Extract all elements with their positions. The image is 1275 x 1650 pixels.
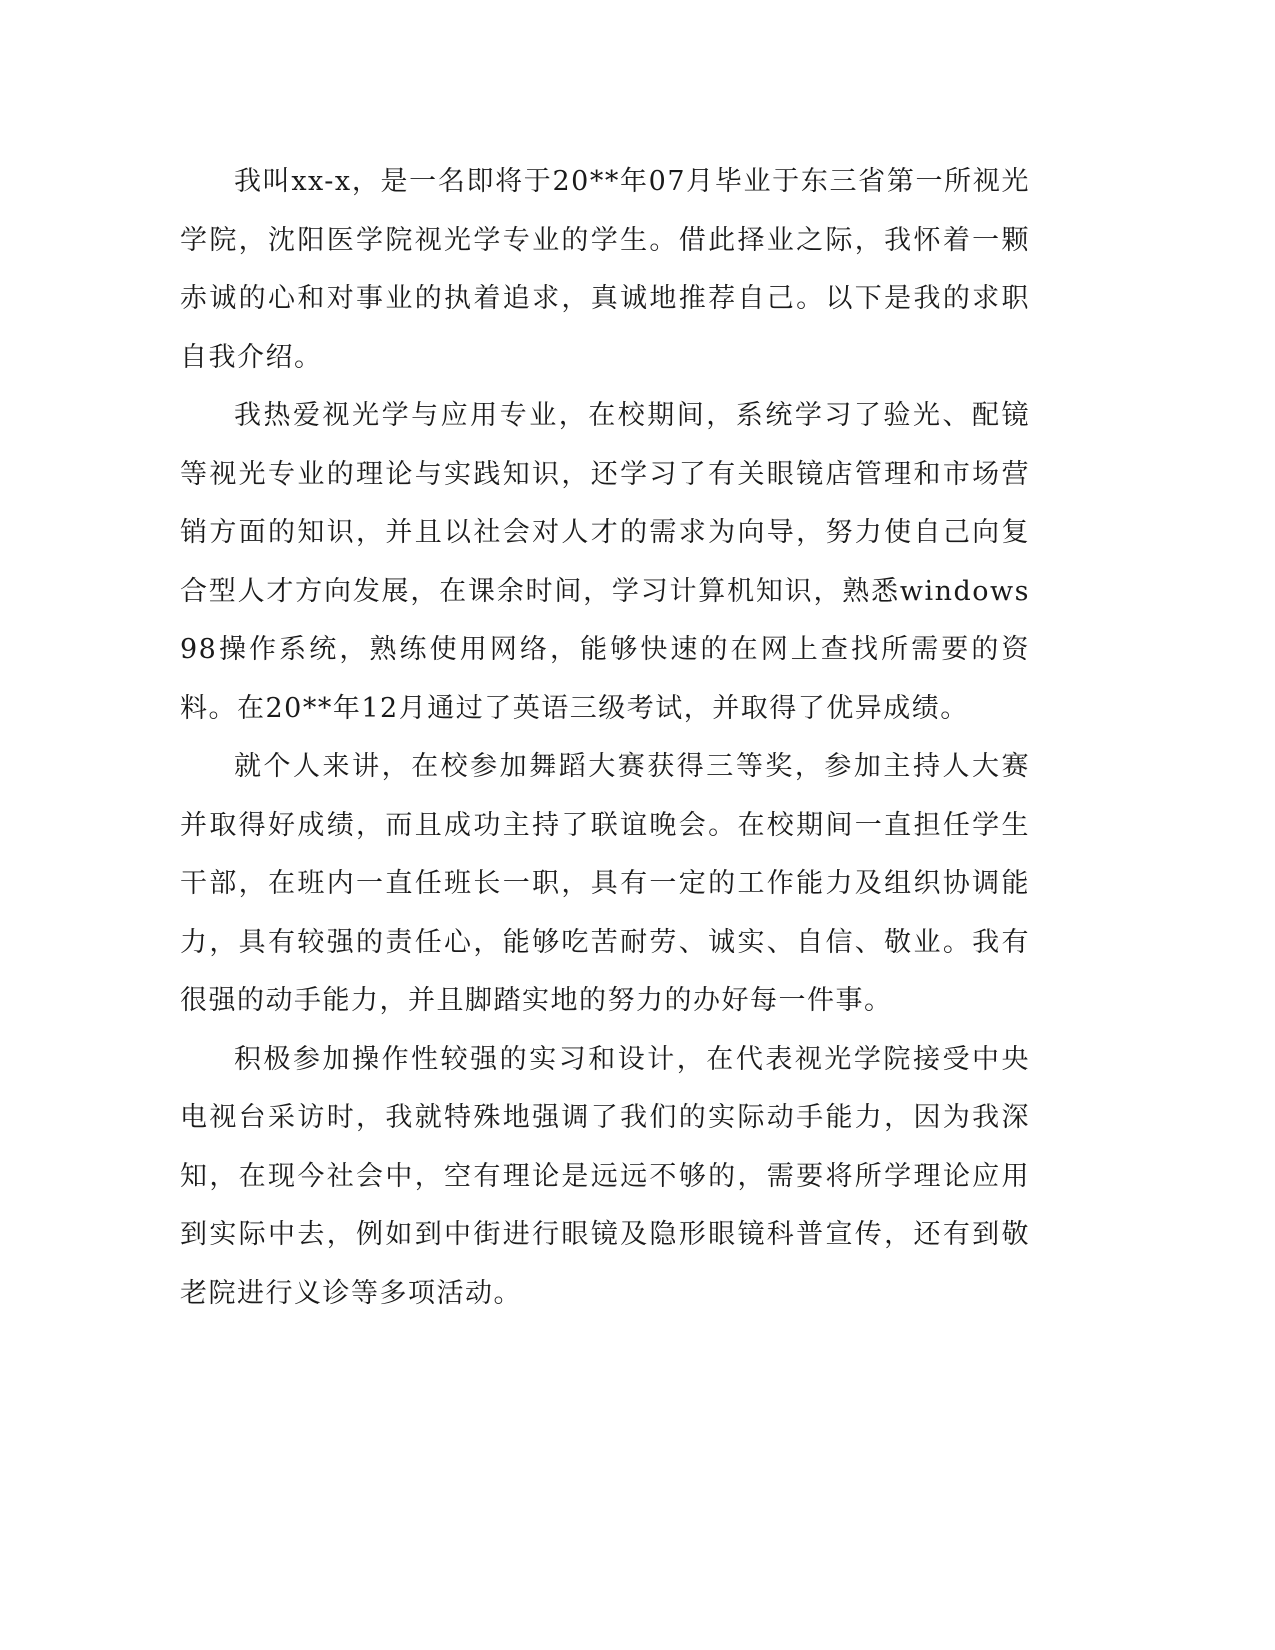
paragraph-personal: 就个人来讲，在校参加舞蹈大赛获得三等奖，参加主持人大赛并取得好成绩，而且成功主持了联谊晚会。在校期间一直担任学生干部，在班内一直任班长一职，具有一定的工作能力及组织协调能力，具有较强的责任心，能够吃苦耐劳、诚实、自信、敬业。我有很强的动手能力，并且脚踏实地的努力的办好每一件事。: [180, 751, 1030, 1016]
paragraph-studies: 我热爱视光学与应用专业，在校期间，系统学习了验光、配镜等视光专业的理论与实践知识，还学习了有关眼镜店管理和市场营销方面的知识，并且以社会对人才的需求为向导，努力使自己向复合型人才方向发展，在课余时间，学习计算机知识，熟悉windows98操作系统，熟练使用网络，能够快速的在网上查找所需要的资料。在20**年12月通过了英语三级考试，并取得了优异成绩。: [180, 400, 1030, 724]
document-body: [180, 153, 1030, 1323]
paragraph-intro: 我叫xx-x，是一名即将于20**年07月毕业于东三省第一所视光学院，沈阳医学院视光学专业的学生。借此择业之际，我怀着一颗赤诚的心和对事业的执着追求，真诚地推荐自己。以下是我的求职自我介绍。: [180, 166, 1030, 373]
paragraph-practice: 积极参加操作性较强的实习和设计，在代表视光学院接受中央电视台采访时，我就特殊地强调了我们的实际动手能力，因为我深知，在现今社会中，空有理论是远远不够的，需要将所学理论应用到实际中去，例如到中街进行眼镜及隐形眼镜科普宣传，还有到敬老院进行义诊等多项活动。: [180, 1043, 1030, 1309]
